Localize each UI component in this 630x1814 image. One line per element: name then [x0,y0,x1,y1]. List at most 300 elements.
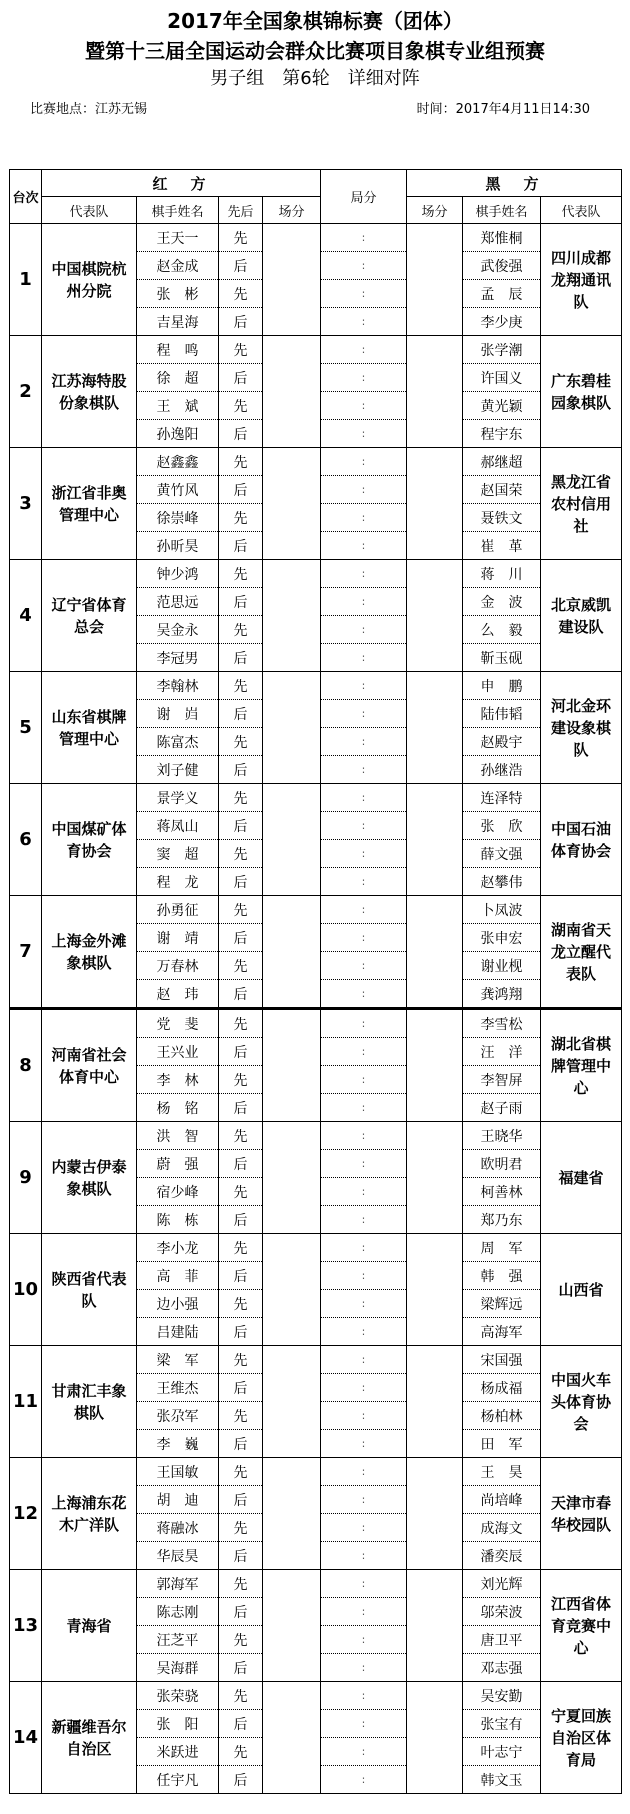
black-player-name: 叶志宁 [463,1738,541,1766]
red-player-name: 李小龙 [137,1234,219,1262]
red-player-name: 程 鸣 [137,336,219,364]
red-player-name: 钟少鸿 [137,560,219,588]
board-row [10,1458,622,1486]
black-player-name: 柯善林 [463,1178,541,1206]
red-team-score [263,1570,321,1682]
move-order: 先 [219,448,263,476]
red-player-name: 谢 岿 [137,700,219,728]
board-number: 14 [10,1682,42,1794]
black-player-name: 陆伟韬 [463,700,541,728]
move-order: 先 [219,1682,263,1710]
game-score-cell: : [321,1458,407,1486]
move-order: 后 [219,1486,263,1514]
game-score-cell: : [321,1766,407,1794]
red-player-name: 王国敏 [137,1458,219,1486]
red-player-name: 梁 军 [137,1346,219,1374]
black-player-name: 武俊强 [463,252,541,280]
move-order: 先 [219,1402,263,1430]
black-team-score [407,1682,463,1794]
black-player-name: 梁辉远 [463,1290,541,1318]
red-team-col-header: 代表队 [42,197,137,224]
move-order: 后 [219,756,263,784]
board-row [10,448,622,476]
red-team-name: 上海浦东花木广洋队 [42,1458,137,1570]
move-order: 后 [219,1542,263,1570]
red-team-score [263,336,321,448]
black-side-header: 黑 方 [407,170,622,197]
move-order: 先 [219,336,263,364]
move-order: 先 [219,1234,263,1262]
board-number: 2 [10,336,42,448]
red-player-name: 边小强 [137,1290,219,1318]
black-team-score [407,672,463,784]
red-player-name: 陈 栋 [137,1206,219,1234]
red-player-name: 蒋凤山 [137,812,219,840]
game-score-cell: : [321,1682,407,1710]
board-row [10,560,622,588]
game-score-cell: : [321,1598,407,1626]
red-player-name: 赵金成 [137,252,219,280]
black-player-name: 宋国强 [463,1346,541,1374]
red-player-name: 陈富杰 [137,728,219,756]
game-score-cell: : [321,1486,407,1514]
move-order: 先 [219,728,263,756]
move-order: 后 [219,644,263,672]
meta-row [0,92,630,120]
game-score-cell: : [321,1122,407,1150]
red-player-name: 李冠男 [137,644,219,672]
black-player-name: 汪 洋 [463,1038,541,1066]
black-team-name: 湖北省棋牌管理中心 [541,1009,622,1122]
game-score-cell: : [321,1234,407,1262]
black-player-name: 周 军 [463,1234,541,1262]
game-score-cell: : [321,1570,407,1598]
red-player-name: 范思远 [137,588,219,616]
black-player-name: 郑乃东 [463,1206,541,1234]
black-team-name: 山西省 [541,1234,622,1346]
move-order: 先 [219,1626,263,1654]
black-team-name: 福建省 [541,1122,622,1234]
black-team-name: 中国石油体育协会 [541,784,622,896]
move-order: 先 [219,280,263,308]
red-player-name: 吉星海 [137,308,219,336]
game-score-header: 局分 [321,170,407,224]
black-player-name: 卜凤波 [463,896,541,924]
red-player-name: 吕建陆 [137,1318,219,1346]
board-number: 5 [10,672,42,784]
black-player-name: 孙继浩 [463,756,541,784]
black-team-score [407,448,463,560]
move-order: 后 [219,532,263,560]
board-row [10,1346,622,1374]
red-player-name: 胡 迪 [137,1486,219,1514]
black-player-name: 崔 革 [463,532,541,560]
red-player-name: 陈志刚 [137,1598,219,1626]
red-team-name: 青海省 [42,1570,137,1682]
game-score-cell: : [321,420,407,448]
red-team-score [263,896,321,1009]
black-team-score [407,1234,463,1346]
red-player-name: 谢 靖 [137,924,219,952]
black-player-name: 么 毅 [463,616,541,644]
game-score-cell: : [321,896,407,924]
move-order: 后 [219,420,263,448]
red-player-name: 李 巍 [137,1430,219,1458]
black-team-name: 北京威凯建设队 [541,560,622,672]
red-side-header: 红 方 [42,170,321,197]
red-player-name: 王天一 [137,224,219,252]
main-title: 2017年全国象棋锦标赛（团体） [167,9,463,33]
game-score-cell: : [321,952,407,980]
black-player-name: 连泽特 [463,784,541,812]
red-player-name: 吴金永 [137,616,219,644]
red-team-name: 辽宁省体育总会 [42,560,137,672]
board-number: 3 [10,448,42,560]
board-row [10,1234,622,1262]
game-score-cell: : [321,336,407,364]
black-player-name: 刘光辉 [463,1570,541,1598]
red-player-name: 李 林 [137,1066,219,1094]
main-subtitle: 暨第十三届全国运动会群众比赛项目象棋专业组预赛 [85,39,545,63]
black-team-score [407,1009,463,1122]
game-score-cell: : [321,1094,407,1122]
black-team-name: 中国火车头体育协会 [541,1346,622,1458]
black-player-name: 靳玉砚 [463,644,541,672]
red-player-name: 徐 超 [137,364,219,392]
move-order: 先 [219,1346,263,1374]
board-number: 4 [10,560,42,672]
black-player-name: 成海文 [463,1514,541,1542]
game-score-cell: : [321,840,407,868]
black-team-score [407,1346,463,1458]
black-team-score [407,1122,463,1234]
red-team-name: 江苏海特股份象棋队 [42,336,137,448]
board-row [10,784,622,812]
board-row [10,1122,622,1150]
move-order: 先 [219,1290,263,1318]
move-order: 先 [219,392,263,420]
game-score-cell: : [321,784,407,812]
game-score-cell: : [321,616,407,644]
black-player-name: 程宇东 [463,420,541,448]
black-player-name: 尚培峰 [463,1486,541,1514]
game-score-cell: : [321,1430,407,1458]
red-player-name: 赵鑫鑫 [137,448,219,476]
move-order: 后 [219,924,263,952]
black-team-name: 黑龙江省农村信用社 [541,448,622,560]
red-player-name: 张 彬 [137,280,219,308]
board-number: 11 [10,1346,42,1458]
move-order: 后 [219,1430,263,1458]
move-order: 先 [219,896,263,924]
black-player-name: 李少庚 [463,308,541,336]
red-team-name: 中国棋院杭州分院 [42,224,137,336]
board-row [10,336,622,364]
game-score-cell: : [321,1514,407,1542]
game-score-cell: : [321,588,407,616]
red-team-name: 山东省棋牌管理中心 [42,672,137,784]
move-order: 后 [219,700,263,728]
black-player-name: 王 昊 [463,1458,541,1486]
black-player-name: 杨柏林 [463,1402,541,1430]
game-score-cell: : [321,1738,407,1766]
move-order: 先 [219,840,263,868]
game-score-cell: : [321,224,407,252]
red-player-name: 徐崇峰 [137,504,219,532]
black-player-name: 李雪松 [463,1009,541,1038]
red-team-score [263,672,321,784]
black-team-name: 广东碧桂园象棋队 [541,336,622,448]
move-order: 先 [219,1514,263,1542]
black-player-name: 高海军 [463,1318,541,1346]
move-order: 先 [219,1570,263,1598]
move-order: 后 [219,980,263,1009]
game-score-cell: : [321,308,407,336]
game-score-cell: : [321,392,407,420]
red-player-name: 宿少峰 [137,1178,219,1206]
move-order: 后 [219,1094,263,1122]
game-score-cell: : [321,1178,407,1206]
game-score-cell: : [321,448,407,476]
game-score-cell: : [321,1346,407,1374]
black-player-name: 许国义 [463,364,541,392]
red-team-name: 甘肃汇丰象棋队 [42,1346,137,1458]
black-team-name: 湖南省天龙立醒代表队 [541,896,622,1009]
black-player-name: 赵殿宇 [463,728,541,756]
red-player-name: 刘子健 [137,756,219,784]
game-score-cell: : [321,252,407,280]
game-score-cell: : [321,1206,407,1234]
move-order: 后 [219,868,263,896]
black-player-name: 郑惟桐 [463,224,541,252]
red-player-name: 赵 玮 [137,980,219,1009]
red-player-name: 杨 铭 [137,1094,219,1122]
move-order: 后 [219,252,263,280]
red-player-name: 黄竹风 [137,476,219,504]
black-player-name: 王晓华 [463,1122,541,1150]
board-number: 8 [10,1009,42,1122]
board-number: 1 [10,224,42,336]
board-number: 10 [10,1234,42,1346]
board-list [10,224,622,1794]
board-row [10,1682,622,1710]
game-score-cell: : [321,756,407,784]
move-order: 后 [219,812,263,840]
red-team-name: 陕西省代表队 [42,1234,137,1346]
move-order: 先 [219,504,263,532]
black-player-name: 赵攀伟 [463,868,541,896]
header-row-2 [10,197,622,224]
board-row [10,224,622,252]
black-player-name: 聂铁文 [463,504,541,532]
move-order: 后 [219,364,263,392]
move-order: 后 [219,308,263,336]
black-team-name: 江西省体育竞赛中心 [541,1570,622,1682]
game-score-cell: : [321,1318,407,1346]
game-score-cell: : [321,1710,407,1738]
game-score-cell: : [321,1542,407,1570]
red-player-name: 孙昕昊 [137,532,219,560]
black-player-name: 申 鹏 [463,672,541,700]
header-row-1 [10,170,622,197]
move-order: 先 [219,560,263,588]
black-team-name: 河北金环建设象棋队 [541,672,622,784]
red-player-name: 米跃进 [137,1738,219,1766]
black-team-name: 天津市春华校园队 [541,1458,622,1570]
black-player-name: 欧明君 [463,1150,541,1178]
order-col-header: 先后 [219,197,263,224]
move-order: 后 [219,1710,263,1738]
move-order: 先 [219,1178,263,1206]
board-number: 9 [10,1122,42,1234]
black-player-name: 郝继超 [463,448,541,476]
game-score-cell: : [321,1009,407,1038]
black-score-col-header: 场分 [407,197,463,224]
move-order: 后 [219,1318,263,1346]
black-team-name: 四川成都龙翔通讯队 [541,224,622,336]
red-player-name: 景学义 [137,784,219,812]
red-player-name: 华辰昊 [137,1542,219,1570]
black-team-score [407,224,463,336]
black-team-score [407,896,463,1009]
black-player-name: 张学潮 [463,336,541,364]
move-order: 先 [219,1122,263,1150]
move-order: 先 [219,1066,263,1094]
black-player-name: 蒋 川 [463,560,541,588]
board-number: 6 [10,784,42,896]
red-team-score [263,1234,321,1346]
black-player-name: 龚鸿翔 [463,980,541,1009]
red-team-name: 新疆维吾尔自治区 [42,1682,137,1794]
red-player-name: 李翰林 [137,672,219,700]
time-text: 时间：2017年4月11日14:30 [416,102,590,117]
move-order: 后 [219,1150,263,1178]
game-score-cell: : [321,1654,407,1682]
board-number: 12 [10,1458,42,1570]
red-player-name: 孙勇征 [137,896,219,924]
red-score-col-header: 场分 [263,197,321,224]
red-player-name: 窦 超 [137,840,219,868]
red-team-score [263,1458,321,1570]
red-player-name: 洪 智 [137,1122,219,1150]
red-player-name: 王 斌 [137,392,219,420]
pairing-table [9,169,622,1794]
red-player-name: 任宇凡 [137,1766,219,1794]
black-player-name: 孟 辰 [463,280,541,308]
red-player-name: 蔚 强 [137,1150,219,1178]
game-score-cell: : [321,1290,407,1318]
black-team-score [407,336,463,448]
game-score-cell: : [321,364,407,392]
red-team-score [263,1122,321,1234]
game-score-cell: : [321,1374,407,1402]
move-order: 先 [219,1458,263,1486]
move-order: 先 [219,672,263,700]
game-score-cell: : [321,1066,407,1094]
red-team-score [263,1346,321,1458]
game-score-cell: : [321,504,407,532]
black-player-name: 韩 强 [463,1262,541,1290]
game-score-cell: : [321,532,407,560]
red-team-score [263,784,321,896]
red-player-name: 郭海军 [137,1570,219,1598]
red-player-name: 孙逸阳 [137,420,219,448]
round-col-header: 台次 [10,170,42,224]
red-player-name: 程 龙 [137,868,219,896]
move-order: 后 [219,1374,263,1402]
board-row [10,1009,622,1038]
red-player-name: 党 斐 [137,1009,219,1038]
black-team-score [407,560,463,672]
move-order: 后 [219,476,263,504]
black-player-name: 杨成福 [463,1374,541,1402]
black-player-name: 潘奕辰 [463,1542,541,1570]
game-score-cell: : [321,1262,407,1290]
red-team-score [263,1682,321,1794]
game-score-cell: : [321,644,407,672]
black-team-name: 宁夏回族自治区体育局 [541,1682,622,1794]
game-score-cell: : [321,476,407,504]
red-player-name: 张荣骁 [137,1682,219,1710]
move-order: 后 [219,588,263,616]
board-row [10,1570,622,1598]
game-score-cell: : [321,1150,407,1178]
black-player-name: 唐卫平 [463,1626,541,1654]
black-player-name: 金 波 [463,588,541,616]
game-score-cell: : [321,560,407,588]
black-player-name: 张申宏 [463,924,541,952]
red-player-name: 王兴业 [137,1038,219,1066]
black-player-name: 谢业枧 [463,952,541,980]
move-order: 先 [219,1738,263,1766]
red-team-name: 浙江省非奥管理中心 [42,448,137,560]
game-score-cell: : [321,1038,407,1066]
move-order: 后 [219,1766,263,1794]
game-score-cell: : [321,868,407,896]
black-player-name: 李智屏 [463,1066,541,1094]
red-player-name: 张 阳 [137,1710,219,1738]
black-player-name: 邬荣波 [463,1598,541,1626]
black-team-score [407,1458,463,1570]
red-team-score [263,1009,321,1122]
black-player-name: 吴安勤 [463,1682,541,1710]
black-player-name: 邓志强 [463,1654,541,1682]
red-player-name: 汪芝平 [137,1626,219,1654]
move-order: 先 [219,224,263,252]
round-heading: 男子组 第6轮 详细对阵 [210,68,420,89]
red-player-name: 高 菲 [137,1262,219,1290]
red-player-name: 张尕军 [137,1402,219,1430]
red-team-name: 河南省社会体育中心 [42,1009,137,1122]
board-number: 13 [10,1570,42,1682]
black-player-name: 韩文玉 [463,1766,541,1794]
board-number: 7 [10,896,42,1009]
move-order: 后 [219,1654,263,1682]
black-player-name: 赵子雨 [463,1094,541,1122]
move-order: 后 [219,1598,263,1626]
black-player-name: 张 欣 [463,812,541,840]
black-player-name: 赵国荣 [463,476,541,504]
red-player-name: 王维杰 [137,1374,219,1402]
game-score-cell: : [321,280,407,308]
game-score-cell: : [321,812,407,840]
red-player-col-header: 棋手姓名 [137,197,219,224]
black-player-name: 黄光颖 [463,392,541,420]
board-row [10,672,622,700]
red-team-name: 中国煤矿体育协会 [42,784,137,896]
black-team-col-header: 代表队 [541,197,622,224]
red-team-name: 内蒙古伊泰象棋队 [42,1122,137,1234]
